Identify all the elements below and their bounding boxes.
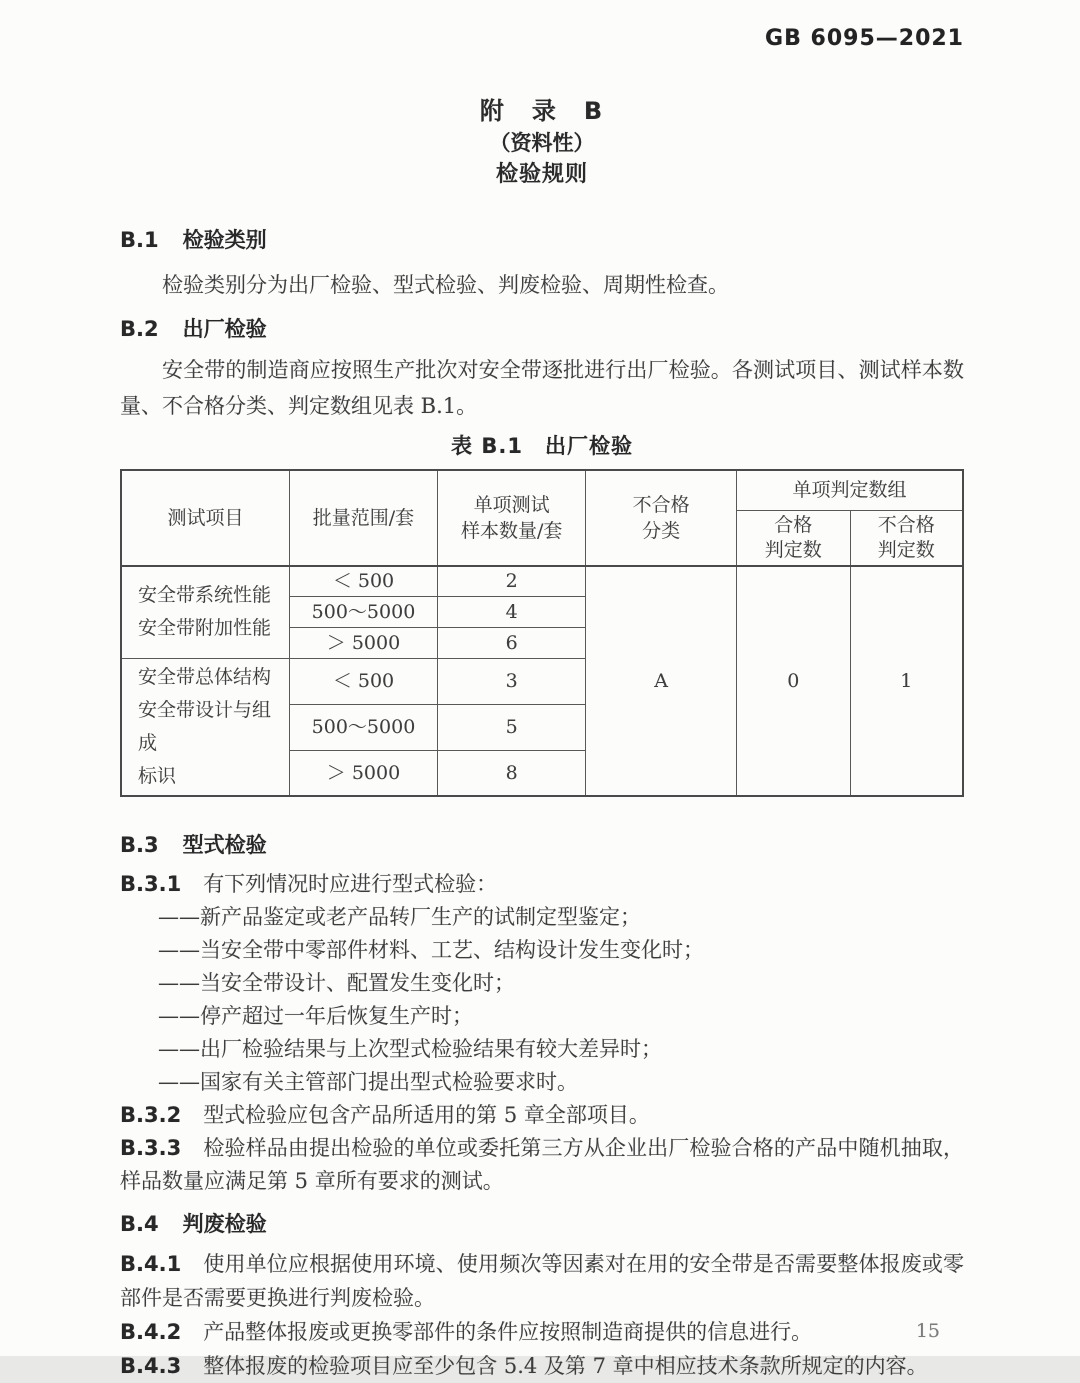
clause-b33 <box>120 1132 964 1198</box>
section-b1-title: 检验类别 <box>182 228 267 252</box>
col-header-judgment-group: 单项判定数组 <box>736 470 963 510</box>
clause-b41 <box>120 1247 964 1315</box>
batch-range-cell: ＜ 500 <box>289 566 437 597</box>
col-header-sample-size-line2: 样本数量/套 <box>460 519 563 542</box>
section-b4-heading <box>120 1210 964 1239</box>
section-b1-paragraph: 检验类别分为出厂检验、型式检验、判废检验、周期性检查。 <box>162 273 729 297</box>
nonconforming-class-value: A <box>586 566 737 797</box>
section-b2-number: B.2 <box>120 317 159 341</box>
col-header-sample-size <box>438 470 586 566</box>
clause-b43-number: B.4.3 <box>120 1354 182 1378</box>
test-item-group-2-line3: 标识 <box>138 765 177 787</box>
sample-size-cell: 5 <box>438 704 586 750</box>
acceptance-number-value: 0 <box>736 566 850 797</box>
col-header-rejection-line2: 判定数 <box>877 538 935 561</box>
section-b3-heading <box>120 831 964 860</box>
clause-b32-text: 型式检验应包含产品所适用的第 5 章全部项目。 <box>203 1103 650 1127</box>
sample-size-cell: 3 <box>438 659 586 705</box>
clause-b31 <box>120 868 964 901</box>
col-header-test-item: 测试项目 <box>121 470 289 566</box>
sample-size-cell: 4 <box>438 597 586 628</box>
appendix-rule-title: 检验规则 <box>495 162 588 187</box>
section-b2-paragraph: 安全带的制造商应按照生产批次对安全带逐批进行出厂检验。各测试项目、测试样本数量、不合格分类、判定数组见表 B.1。 <box>120 358 964 418</box>
type-test-condition-item: ——当安全带设计、配置发生变化时； <box>158 971 515 995</box>
batch-range-cell: ＞ 5000 <box>289 628 437 659</box>
standard-number: GB 6095—2021 <box>765 26 964 51</box>
table-b1 <box>120 469 964 797</box>
section-b2-title: 出厂检验 <box>182 317 267 341</box>
test-item-group-1-line2: 安全带附加性能 <box>138 617 272 640</box>
clause-b31-text: 有下列情况时应进行型式检验： <box>203 872 498 896</box>
batch-range-cell: 500～5000 <box>289 597 437 628</box>
type-test-condition-item: ——国家有关主管部门提出型式检验要求时。 <box>158 1070 578 1094</box>
clause-b32 <box>120 1099 964 1132</box>
sample-size-cell: 6 <box>438 628 586 659</box>
type-test-condition-item: ——新产品鉴定或老产品转厂生产的试制定型鉴定； <box>158 905 641 929</box>
batch-range-cell: 500～5000 <box>289 704 437 750</box>
sample-size-cell: 8 <box>438 750 586 796</box>
test-item-group-1-line1: 安全带系统性能 <box>138 584 272 607</box>
rejection-number-value: 1 <box>850 566 963 797</box>
clause-b31-number: B.3.1 <box>120 872 182 896</box>
col-header-batch-range: 批量范围/套 <box>289 470 437 566</box>
section-b3-title: 型式检验 <box>182 833 267 857</box>
batch-range-cell: ＞ 5000 <box>289 750 437 796</box>
clause-b33-text: 检验样品由提出检验的单位或委托第三方从企业出厂检验合格的产品中随机抽取，样品数量应满足第 5 章所有要求的测试。 <box>120 1136 964 1193</box>
col-header-rejection-line1: 不合格 <box>877 513 935 536</box>
section-b3-number: B.3 <box>120 833 159 857</box>
col-header-nonconforming-class <box>586 470 737 566</box>
clause-b41-number: B.4.1 <box>120 1252 182 1276</box>
col-header-acceptance-line2: 判定数 <box>764 538 822 561</box>
clause-b42 <box>120 1315 964 1349</box>
section-b4-title: 判废检验 <box>182 1212 267 1236</box>
clause-b42-text: 产品整体报废或更换零部件的条件应按照制造商提供的信息进行。 <box>203 1320 813 1344</box>
batch-range-cell: ＜ 500 <box>289 659 437 705</box>
test-item-group-2 <box>121 659 289 797</box>
test-item-group-2-line1: 安全带总体结构 <box>138 666 272 688</box>
clause-b33-number: B.3.3 <box>120 1136 182 1160</box>
appendix-heading <box>120 96 964 188</box>
col-header-nonconforming-line1: 不合格 <box>632 493 690 516</box>
clause-b41-text: 使用单位应根据使用环境、使用频次等因素对在用的安全带是否需要整体报废或零部件是否需要更换进行判废检验。 <box>120 1252 964 1310</box>
section-b4-number: B.4 <box>120 1212 159 1236</box>
col-header-acceptance-number <box>736 510 850 566</box>
sample-size-cell: 2 <box>438 566 586 597</box>
section-b2-heading <box>120 315 964 344</box>
table-row <box>121 566 963 597</box>
appendix-title: 附 录 B <box>479 97 605 125</box>
appendix-subtitle: （资料性） <box>489 131 595 155</box>
test-item-group-2-line2: 安全带设计与组成 <box>138 699 272 754</box>
type-test-condition-item: ——出厂检验结果与上次型式检验结果有较大差异时； <box>158 1037 662 1061</box>
type-test-condition-item: ——停产超过一年后恢复生产时； <box>158 1004 473 1028</box>
clause-b43 <box>120 1349 964 1383</box>
clause-b42-number: B.4.2 <box>120 1320 182 1344</box>
col-header-acceptance-line1: 合格 <box>774 513 813 536</box>
page-content <box>120 0 964 1383</box>
clause-b43-text: 整体报废的检验项目应至少包含 5.4 及第 7 章中相应技术条款所规定的内容。 <box>203 1354 928 1378</box>
page-number: 15 <box>915 1320 940 1342</box>
table-b1-caption: 表 B.1 出厂检验 <box>451 434 633 458</box>
col-header-rejection-number <box>850 510 963 566</box>
table-header-row-1 <box>121 470 963 510</box>
clause-b32-number: B.3.2 <box>120 1103 182 1127</box>
col-header-sample-size-line1: 单项测试 <box>473 493 550 516</box>
type-test-condition-item: ——当安全带中零部件材料、工艺、结构设计发生变化时； <box>158 938 704 962</box>
section-b1-number: B.1 <box>120 228 159 252</box>
col-header-nonconforming-line2: 分类 <box>642 519 681 542</box>
test-item-group-1 <box>121 566 289 659</box>
section-b1-heading <box>120 226 964 255</box>
